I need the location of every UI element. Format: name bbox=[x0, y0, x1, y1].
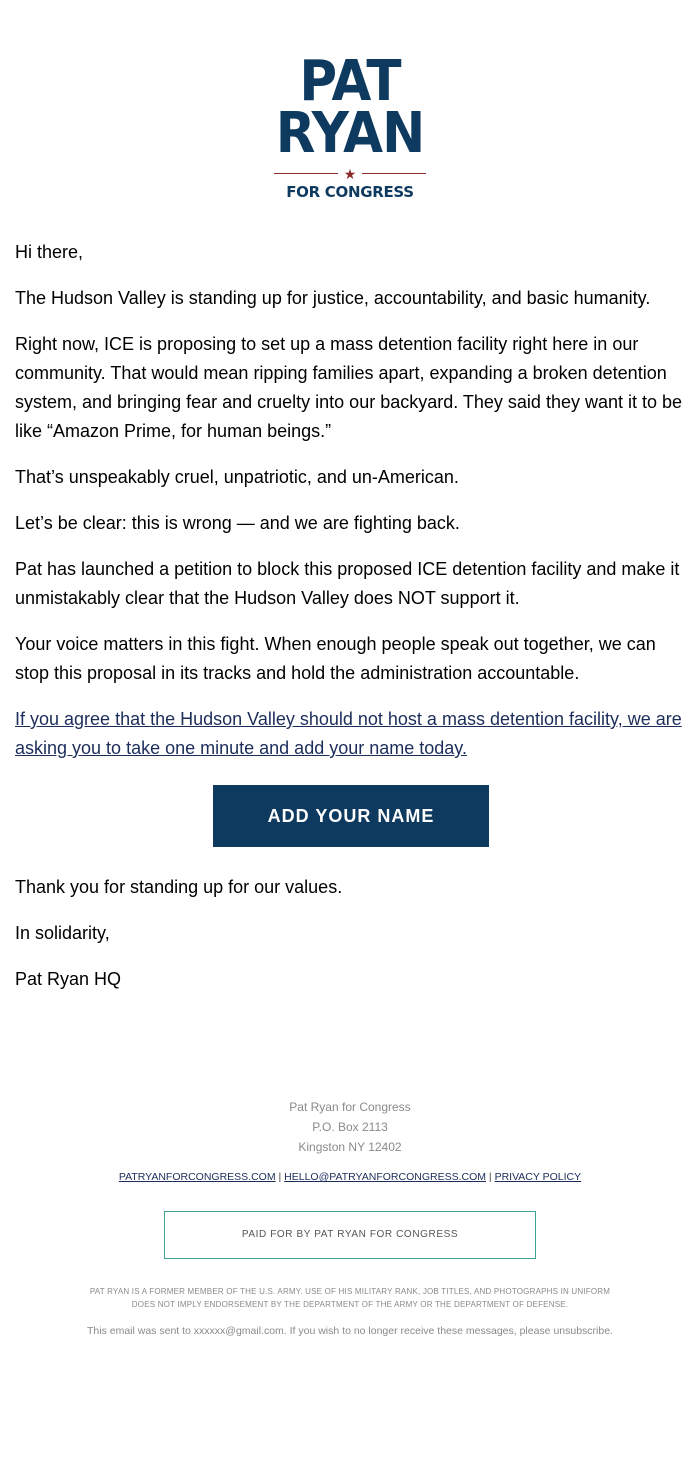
email-footer bbox=[0, 1097, 700, 1337]
campaign-logo bbox=[0, 49, 700, 201]
email-body bbox=[15, 238, 687, 1011]
paragraph-4: Let’s be clear: this is wrong — and we are fighting back. bbox=[15, 513, 460, 533]
signature: Pat Ryan HQ bbox=[15, 969, 122, 989]
paid-for-box: PAID FOR BY PAT RYAN FOR CONGRESS bbox=[164, 1211, 536, 1259]
paragraph-1: The Hudson Valley is standing up for justice, accountability, and basic humanity. bbox=[15, 288, 651, 308]
site-link[interactable]: PATRYANFORCONGRESS.COM bbox=[118, 1171, 276, 1183]
logo-divider bbox=[270, 166, 430, 180]
footer-org: Pat Ryan for Congress bbox=[289, 1100, 411, 1114]
thanks-line: Thank you for standing up for our values. bbox=[15, 877, 343, 897]
closing-line: In solidarity, bbox=[15, 923, 110, 943]
footer-links bbox=[0, 1171, 700, 1183]
link-separator: | bbox=[275, 1171, 285, 1183]
footer-po-box: P.O. Box 2113 bbox=[312, 1120, 388, 1134]
star-icon: ★ bbox=[343, 166, 357, 182]
paragraph-2: Right now, ICE is proposing to set up a mass detention facility right here in our community. That would mean ripping families apart, expanding a broken detention system, and bringing fear and cruelty into our backyard. They said they want it to be like “Amazon Prime, for human beings.” bbox=[15, 334, 683, 441]
email-link[interactable]: HELLO@PATRYANFORCONGRESS.COM bbox=[284, 1171, 486, 1183]
footer-city: Kingston NY 12402 bbox=[298, 1140, 402, 1154]
privacy-policy-link[interactable]: PRIVACY POLICY bbox=[494, 1171, 582, 1183]
paragraph-6: Your voice matters in this fight. When enough people speak out together, we can stop this proposal in its tracks and hold the administration accountable. bbox=[15, 634, 656, 683]
paragraph-3: That’s unspeakably cruel, unpatriotic, and un-American. bbox=[15, 467, 459, 487]
petition-link[interactable]: If you agree that the Hudson Valley should not host a mass detention facility, we are asking you to take one minute and add your name today. bbox=[15, 709, 682, 758]
military-disclaimer: PAT RYAN IS A FORMER MEMBER OF THE U.S. ARMY. USE OF HIS MILITARY RANK, JOB TITLES, AND PHOTOGRAPHS IN UNIFORM DOES NOT IMPLY ENDORSEMENT BY THE DEPARTMENT OF THE ARMY OR THE DEPARTMENT OF DEFENSE. bbox=[89, 1287, 611, 1309]
paragraph-5: Pat has launched a petition to block this proposed ICE detention facility and make it unmistakably clear that the Hudson Valley does NOT support it. bbox=[15, 559, 680, 608]
logo-line-ryan: RYAN bbox=[275, 101, 425, 166]
logo-subtitle: FOR CONGRESS bbox=[286, 183, 414, 201]
logo-line-pat: PAT bbox=[299, 49, 401, 114]
add-your-name-button[interactable]: ADD YOUR NAME bbox=[213, 785, 489, 847]
unsubscribe-notice: This email was sent to xxxxxx@gmail.com. If you wish to no longer receive these messages, please unsubscribe. bbox=[87, 1325, 613, 1337]
greeting: Hi there, bbox=[15, 242, 84, 262]
link-separator: | bbox=[486, 1171, 495, 1183]
